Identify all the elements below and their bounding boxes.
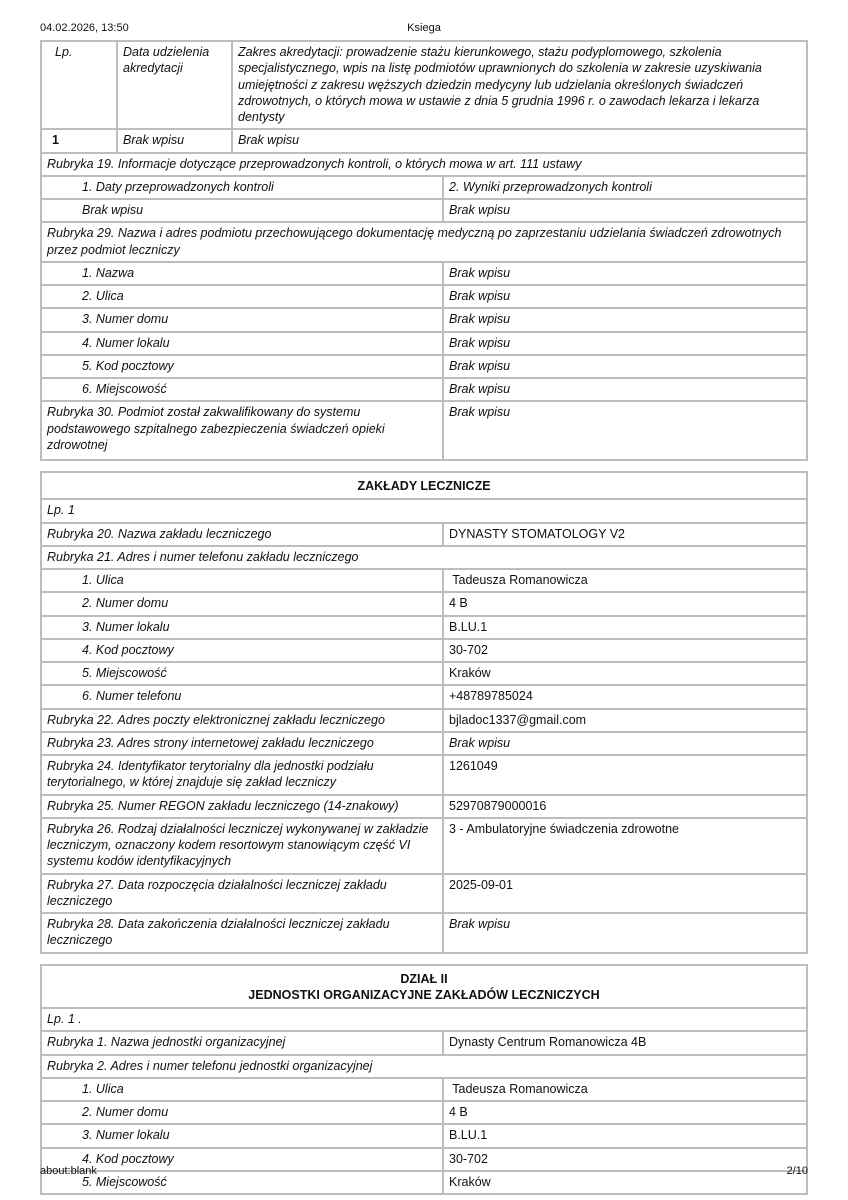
rubryka26-value: 3 - Ambulatoryjne świadczenia zdrowotne (444, 819, 808, 875)
rubryka29-label: 1. Nazwa (42, 263, 444, 286)
rubryka21-label: 2. Numer domu (42, 593, 444, 616)
dzial2-rubryka2-value: Tadeusza Romanowicza (444, 1079, 808, 1102)
table-row (42, 200, 808, 223)
register-content (40, 40, 808, 1195)
table-row (42, 1102, 808, 1125)
rubryka24-label: Rubryka 24. Identyfikator terytorialny dla jednostki podziału terytorialnego, w której znajduje się zakład leczniczy (42, 756, 444, 796)
dzial2-rubryka2-title: Rubryka 2. Adres i numer telefonu jednostki organizacyjnej (42, 1056, 808, 1079)
table-row (42, 524, 808, 547)
rubryka30-value: Brak wpisu (444, 402, 808, 461)
rubryka21-value: Tadeusza Romanowicza (444, 570, 808, 593)
dzial2-rubryka2-label: 3. Numer lokalu (42, 1125, 444, 1148)
table-row (42, 356, 808, 379)
dzial2-table (40, 964, 808, 1196)
rubryka23-label: Rubryka 23. Adres strony internetowej zakładu leczniczego (42, 733, 444, 756)
table-row (42, 733, 808, 756)
dzial2-rubryka2-value: B.LU.1 (444, 1125, 808, 1148)
dzial2-rubryka2-label: 1. Ulica (42, 1079, 444, 1102)
table-row (42, 286, 808, 309)
rubryka21-label: 3. Numer lokalu (42, 617, 444, 640)
dzial2-rubryka2-label: 5. Miejscowość (42, 1172, 444, 1195)
column-header-zakres: Zakres akredytacji: prowadzenie stażu kierunkowego, stażu podyplomowego, szkolenia specjalistycznego, wpis na listę podmiotów uprawnionych do szkolenia w zakresie uzyskiwania umiejętności z zakresu węższych dziedzin medycyny lub udzielania określonych świadczeń zdrowotnych, o których mowa w ustawie z dnia 5 grudnia 1996 r. o zawodach lekarza i lekarza dentysty (233, 42, 808, 130)
rubryka22-value: bjladoc1337@gmail.com (444, 710, 808, 733)
rubryka19-col2: 2. Wyniki przeprowadzonych kontroli (444, 177, 808, 200)
dzial2-rubryka1-value: Dynasty Centrum Romanowicza 4B (444, 1032, 808, 1055)
rubryka21-label: 5. Miejscowość (42, 663, 444, 686)
column-header-lp: Lp. (42, 42, 118, 130)
table-row (42, 500, 808, 523)
rubryka20-value: DYNASTY STOMATOLOGY V2 (444, 524, 808, 547)
print-datetime: 04.02.2026, 13:50 (40, 22, 129, 34)
rubryka21-value: Kraków (444, 663, 808, 686)
table-row (42, 1125, 808, 1148)
table-row (42, 875, 808, 915)
rubryka21-value: B.LU.1 (444, 617, 808, 640)
table-row (42, 914, 808, 954)
table-row (42, 796, 808, 819)
rubryka19-val1: Brak wpisu (42, 200, 444, 223)
print-footer (40, 1164, 808, 1180)
rubryka22-label: Rubryka 22. Adres poczty elektronicznej zakładu leczniczego (42, 710, 444, 733)
rubryka29-value: Brak wpisu (444, 379, 808, 402)
rubryka26-label: Rubryka 26. Rodzaj działalności leczniczej wykonywanej w zakładzie leczniczym, oznaczony kodem resortowym stanowiącym część VI systemu kodów identyfikacyjnych (42, 819, 444, 875)
table-row (42, 1032, 808, 1055)
table-row (42, 263, 808, 286)
dzial2-heading-line2: JEDNOSTKI ORGANIZACYJNE ZAKŁADÓW LECZNICZYCH (248, 987, 600, 1002)
cell-lp: 1 (42, 130, 118, 153)
rubryka29-label: 3. Numer domu (42, 309, 444, 332)
table-row (42, 593, 808, 616)
table-row (42, 686, 808, 709)
rubryka29-value: Brak wpisu (444, 356, 808, 379)
cell-zakres: Brak wpisu (233, 130, 808, 153)
table-row (42, 177, 808, 200)
rubryka29-label: 4. Numer lokalu (42, 333, 444, 356)
rubryka27-label: Rubryka 27. Data rozpoczęcia działalności leczniczej zakładu leczniczego (42, 875, 444, 915)
rubryka29-label: 5. Kod pocztowy (42, 356, 444, 379)
page-number: 2/10 (786, 1165, 808, 1177)
akredytacje-table (40, 40, 808, 154)
table-row (42, 756, 808, 796)
dzial2-rubryka2-value: 30-702 (444, 1149, 808, 1172)
table-row (42, 333, 808, 356)
rubryka29-value: Brak wpisu (444, 333, 808, 356)
table-row (42, 223, 808, 263)
table-row (42, 570, 808, 593)
rubryka21-label: 6. Numer telefonu (42, 686, 444, 709)
cell-data: Brak wpisu (118, 130, 233, 153)
rubryka23-value: Brak wpisu (444, 733, 808, 756)
table-row (42, 309, 808, 332)
zaklady-table (40, 471, 808, 954)
print-url: about:blank (40, 1165, 97, 1177)
table-row (42, 663, 808, 686)
rubryka20-label: Rubryka 20. Nazwa zakładu leczniczego (42, 524, 444, 547)
rubryka21-value: 30-702 (444, 640, 808, 663)
table-row (42, 130, 808, 153)
column-header-data: Data udzielenia akredytacji (118, 42, 233, 130)
rubryki-table (40, 154, 808, 462)
rubryka21-label: 1. Ulica (42, 570, 444, 593)
rubryka25-label: Rubryka 25. Numer REGON zakładu leczniczego (14-znakowy) (42, 796, 444, 819)
table-row (42, 379, 808, 402)
table-row (42, 154, 808, 177)
rubryka30-label: Rubryka 30. Podmiot został zakwalifikowany do systemu podstawowego szpitalnego zabezpieczenia świadczeń opieki zdrowotnej (42, 402, 444, 461)
table-row (42, 473, 808, 500)
table-row (42, 710, 808, 733)
dzial2-rubryka2-label: 4. Kod pocztowy (42, 1149, 444, 1172)
rubryka19-title: Rubryka 19. Informacje dotyczące przeprowadzonych kontroli, o których mowa w art. 111 ustawy (42, 154, 808, 177)
zaklady-lp: Lp. 1 (42, 500, 808, 523)
table-row (42, 1079, 808, 1102)
rubryka21-value: +48789785024 (444, 686, 808, 709)
table-row (42, 547, 808, 570)
rubryka29-value: Brak wpisu (444, 286, 808, 309)
rubryka21-title: Rubryka 21. Adres i numer telefonu zakładu leczniczego (42, 547, 808, 570)
rubryka28-label: Rubryka 28. Data zakończenia działalności leczniczej zakładu leczniczego (42, 914, 444, 954)
zaklady-heading: ZAKŁADY LECZNICZE (42, 473, 808, 500)
rubryka29-title: Rubryka 29. Nazwa i adres podmiotu przechowującego dokumentację medyczną po zaprzestaniu udzielania świadczeń zdrowotnych przez podmiot leczniczy (42, 223, 808, 263)
table-row (42, 402, 808, 461)
dzial2-heading (42, 966, 808, 1010)
rubryka28-value: Brak wpisu (444, 914, 808, 954)
rubryka27-value: 2025-09-01 (444, 875, 808, 915)
table-row (42, 617, 808, 640)
table-row (42, 1009, 808, 1032)
rubryka24-value: 1261049 (444, 756, 808, 796)
dzial2-rubryka2-label: 2. Numer domu (42, 1102, 444, 1125)
rubryka19-col1: 1. Daty przeprowadzonych kontroli (42, 177, 444, 200)
print-header (40, 21, 808, 37)
dzial2-lp: Lp. 1 . (42, 1009, 808, 1032)
rubryka25-value: 52970879000016 (444, 796, 808, 819)
rubryka21-label: 4. Kod pocztowy (42, 640, 444, 663)
table-row (42, 966, 808, 1010)
rubryka29-label: 6. Miejscowość (42, 379, 444, 402)
dzial2-heading-line1: DZIAŁ II (400, 971, 448, 986)
rubryka21-value: 4 B (444, 593, 808, 616)
dzial2-rubryka2-value: 4 B (444, 1102, 808, 1125)
table-row (42, 42, 808, 130)
print-title: Ksiega (407, 22, 441, 34)
rubryka29-value: Brak wpisu (444, 309, 808, 332)
rubryka19-val2: Brak wpisu (444, 200, 808, 223)
table-row (42, 1056, 808, 1079)
dzial2-rubryka2-value: Kraków (444, 1172, 808, 1195)
rubryka29-value: Brak wpisu (444, 263, 808, 286)
rubryka29-label: 2. Ulica (42, 286, 444, 309)
table-row (42, 640, 808, 663)
table-row (42, 819, 808, 875)
dzial2-rubryka1-label: Rubryka 1. Nazwa jednostki organizacyjnej (42, 1032, 444, 1055)
